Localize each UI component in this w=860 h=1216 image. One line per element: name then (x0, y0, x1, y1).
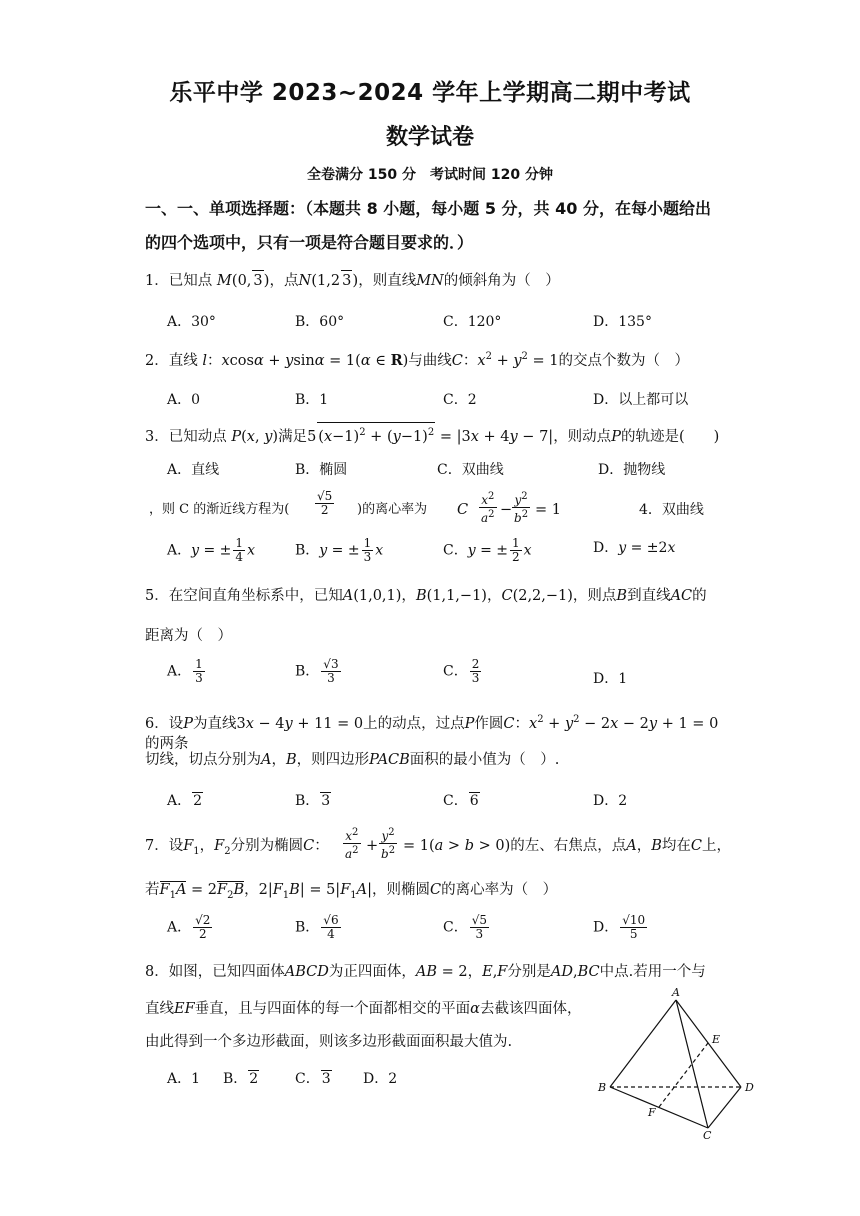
label-e: E (712, 1033, 721, 1046)
option-b[interactable]: B． 3 (295, 793, 331, 809)
option-a[interactable]: A．30° (167, 314, 216, 330)
label-d: D (745, 1081, 754, 1094)
option-a[interactable]: A．y = ± $\frac{1}{4}$ x (167, 536, 255, 564)
option-a[interactable]: A．直线 (167, 462, 220, 478)
option-c[interactable]: C． 3 (295, 1071, 331, 1087)
question-6-options (167, 790, 727, 816)
option-d[interactable]: D．2 (363, 1071, 398, 1087)
question-8-line3: 由此得到一个多边形截面，则该多边形截面面积最大值为. (145, 1034, 513, 1050)
question-3-options (167, 459, 727, 485)
exam-title: 乐平中学 2023~2024 学年上学期高二期中考试 (169, 80, 691, 106)
question-7-options (167, 914, 727, 950)
exam-meta: 全卷满分 150 分 考试时间 120 分钟 (307, 167, 553, 183)
question-8-options (167, 1068, 427, 1094)
question-2: 2．直线 l：xcosα + ysinα = 1(α ∈ R)与曲线C：$x^2 + y^2 = 1$的交点个数为（ ） (145, 351, 690, 369)
option-c[interactable]: C．2 (443, 392, 477, 408)
option-c[interactable]: C．y = ± $\frac{1}{2}$ x (443, 536, 532, 564)
option-b[interactable]: B．1 (295, 392, 329, 408)
option-d[interactable]: D．1 (593, 671, 628, 687)
question-7-line2: 若$F_1A = 2F_2B$，$2|F_1B| = 5|F_1A|$，则椭圆C的离心率为（ ） (145, 882, 558, 901)
option-d[interactable]: D．y = ±2x (593, 540, 676, 556)
option-c[interactable]: C．120° (443, 314, 502, 330)
question-4: ，则 C 的渐近线方程为( $\frac{√5}{2}$ )的离心率为 C $\frac{x^2}{a^2}$ − $\frac{y^2}{b^2}$ = 1 4．双曲线 (149, 489, 704, 525)
section-heading: 一、一、单项选择题：（本题共 8 小题，每小题 5 分，共 40 分，在每小题给出的四个选项中，只有一项是符合题目要求的．） (145, 199, 711, 252)
option-c[interactable]: C．双曲线 (437, 462, 504, 478)
option-a[interactable]: A．0 (167, 392, 201, 408)
option-b[interactable]: B．椭圆 (295, 462, 348, 478)
question-7: 7．设$F_1$，$F_2$分别为椭圆C： $\frac{x^2}{a^2}$ + $\frac{y^2}{b^2}$ = 1(a > b > 0)的左、右焦点，点A，B均在C上， (145, 827, 731, 861)
question-4-options (167, 537, 727, 571)
question-8: 8．如图，已知四面体ABCD为正四面体，AB = 2，E,F分别是AD,BC中点.若用一个与 (145, 964, 706, 980)
question-8-line2: 直线EF垂直，且与四面体的每一个面都相交的平面α去截该四面体， (145, 1001, 582, 1017)
option-d[interactable]: D．135° (593, 314, 652, 330)
option-d[interactable]: D．以上都可以 (593, 392, 689, 408)
option-d[interactable]: D．抛物线 (598, 462, 666, 478)
option-b[interactable]: B．60° (295, 314, 345, 330)
option-d[interactable]: D．2 (593, 793, 628, 809)
option-b[interactable]: B．y = ± $\frac{1}{3}$ x (295, 536, 384, 564)
label-c: C (703, 1129, 712, 1140)
question-5-line2: 距离为（ ） (145, 628, 232, 644)
question-1-options (167, 311, 727, 337)
question-3: 3．已知动点 P(x, y)满足5 $(x-1)^2 + (y-1)^2 = |3x + 4y - 7|$，则动点P的轨迹是( ) (145, 422, 725, 447)
question-5: 5．在空间直角坐标系中，已知A(1,0,1)，B(1,1,−1)，C(2,2,−1)，则点B到直线AC的 (145, 588, 707, 604)
option-c[interactable]: C． $\frac{2}{3}$ (443, 657, 480, 685)
label-b: B (598, 1081, 607, 1094)
option-b[interactable]: B． $\frac{√6}{4}$ (295, 913, 339, 941)
option-c[interactable]: C． $\frac{√5}{3}$ (443, 913, 487, 941)
label-a: A (672, 986, 680, 999)
option-b[interactable]: B． 2 (223, 1071, 259, 1087)
option-c[interactable]: C． 6 (443, 793, 479, 809)
tetrahedron-figure (590, 985, 770, 1140)
question-2-options (167, 389, 727, 415)
question-5-options (167, 658, 727, 696)
option-a[interactable]: A． $\frac{√2}{2}$ (167, 913, 211, 941)
option-d[interactable]: D． $\frac{√10}{5}$ (593, 913, 646, 941)
question-1: 1．已知点 M(0, 3)，点N(1,2 3)，则直线MN的倾斜角为（ ） (145, 271, 560, 289)
question-6: 6．设P为直线3x − 4y + 11 = 0上的动点，过点P作圆C：$x^2 + y^2 - 2x - 2y + 1 = 0$的两条 (145, 714, 719, 752)
option-b[interactable]: B． $\frac{√3}{3}$ (295, 657, 339, 685)
option-a[interactable]: A． $\frac{1}{3}$ (167, 657, 203, 685)
option-a[interactable]: A． 2 (167, 793, 203, 809)
label-f: F (648, 1106, 656, 1119)
exam-subtitle: 数学试卷 (385, 125, 474, 150)
question-6-line2: 切线，切点分别为A，B，则四边形PACB面积的最小值为（ ）. (145, 752, 560, 768)
option-a[interactable]: A．1 (167, 1071, 201, 1087)
